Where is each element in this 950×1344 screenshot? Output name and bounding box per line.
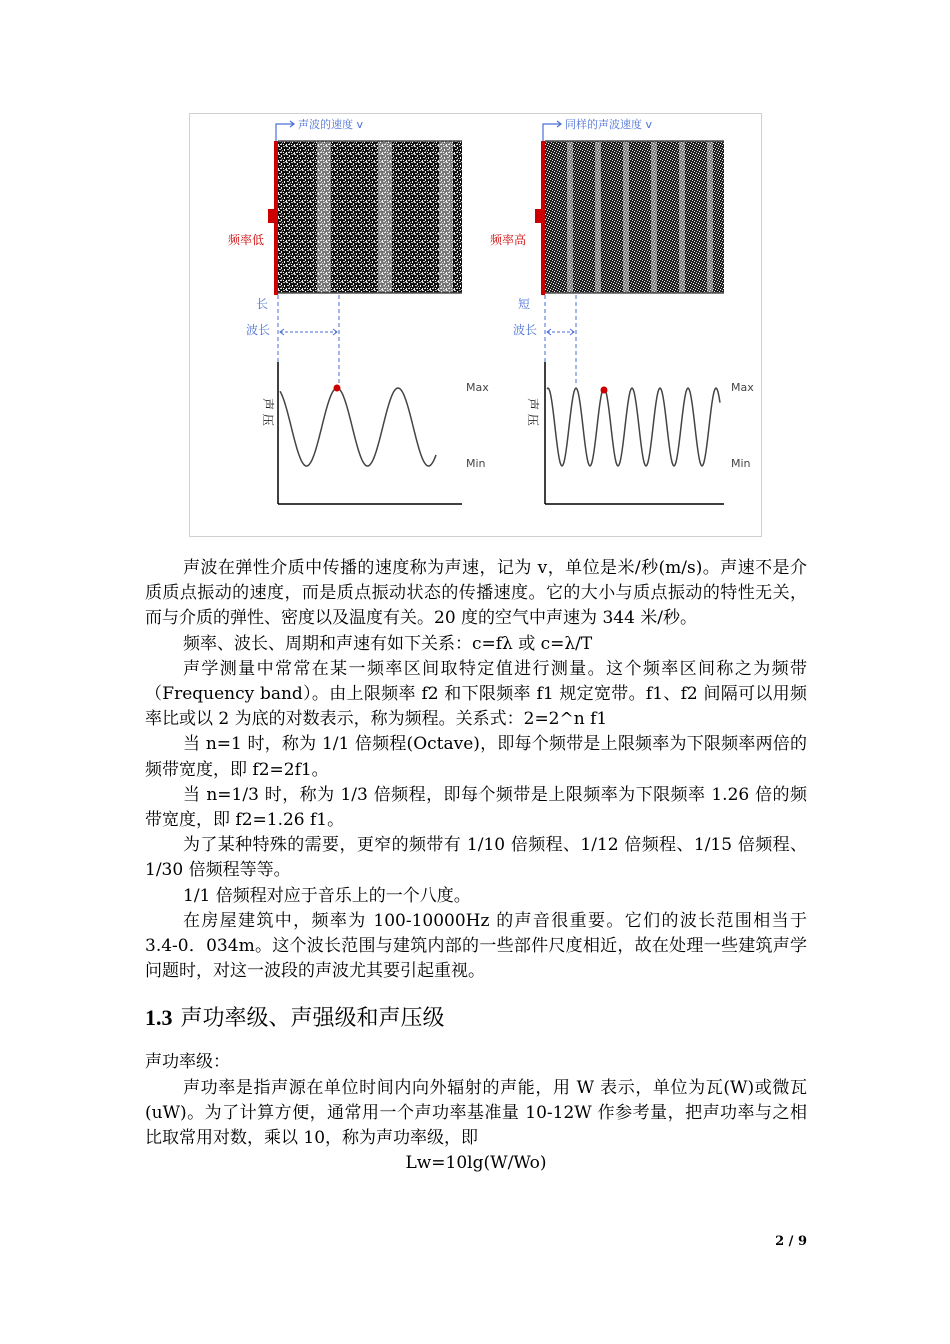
paragraph: 为了某种特殊的需要，更窄的频带有 1/10 倍频程、1/12 倍频程、1/15 倍频程、1/30 倍频程等等。: [145, 835, 807, 881]
right-waveform: [547, 388, 720, 466]
compression-band: [623, 142, 629, 292]
left-freq-label: 频率低: [228, 233, 265, 247]
compression-band: [317, 142, 331, 292]
wave-diagram: [190, 114, 763, 538]
paragraph: 当 n=1 时，称为 1/1 倍频程(Octave)，即每个频带是上限频率为下限频率两倍的频带宽度，即 f2=2f1。: [145, 734, 807, 780]
sound-wave-figure: [189, 113, 762, 537]
left-min-label: Min: [466, 457, 486, 470]
left-speed-label: 声波的速度 v: [298, 118, 364, 131]
right-marker-dot: [601, 387, 608, 394]
paragraph: 声学测量中常常在某一频率区间取特定值进行测量。这个频率区间称之为频带（Frequency band）。由上限频率 f2 和下限频率 f1 规定宽带。f1、f2 间隔可以用频率比或以 2 为底的对数表示，称为频程。关系式：2=2^n f1: [145, 658, 807, 730]
body-text: [145, 556, 807, 1176]
left-source-block: [268, 209, 276, 223]
page-number: 2 / 9: [775, 1234, 807, 1249]
right-min-label: Min: [731, 457, 751, 470]
paragraph: 声波在弹性介质中传播的速度称为声速，记为 v，单位是米/秒(m/s)。声速不是介质质点振动的速度，而是质点振动状态的传播速度。它的大小与质点振动的特性无关，而与介质的弹性、密度以及温度有关。20 度的空气中声速为 344 米/秒。: [145, 558, 807, 629]
compression-band: [707, 142, 713, 292]
left-noise-field: [278, 141, 462, 293]
section-heading: [145, 1003, 807, 1034]
compression-band: [439, 142, 453, 292]
paragraph: 1/1 倍频程对应于音乐上的一个八度。: [183, 885, 471, 906]
compression-band: [378, 142, 392, 292]
paragraph: 在房屋建筑中，频率为 100-10000Hz 的声音很重要。它们的波长范围相当于 3.4-0．034m。这个波长范围与建筑内部的一些部件尺度相近，故在处理一些建筑声学问题时，对这一波段的声波尤其要引起重视。: [145, 910, 807, 982]
section-title: 声功率级、声强级和声压级: [180, 1006, 445, 1032]
paragraph: 当 n=1/3 时，称为 1/3 倍频程，即每个频带是上限频率为下限频率 1.26 倍的频带宽度，即 f2=1.26 f1。: [145, 784, 807, 831]
right-short-label: 短: [518, 297, 531, 311]
left-wavelength-label: 波长: [246, 323, 271, 337]
compression-band: [679, 142, 685, 292]
right-max-label: Max: [731, 381, 754, 394]
right-speed-label: 同样的声波速度 v: [565, 118, 653, 131]
compression-band: [595, 142, 601, 292]
left-max-label: Max: [466, 381, 489, 394]
subheading: 声功率级：: [145, 1052, 230, 1073]
right-panel: [490, 117, 754, 504]
right-wavelength-label: 波长: [513, 323, 538, 337]
compression-band: [567, 142, 573, 292]
compression-band: [651, 142, 657, 292]
right-freq-label: 频率高: [490, 233, 527, 247]
formula: Lw=10lg(W/Wo): [405, 1153, 547, 1174]
section-number: 1.3: [145, 1005, 173, 1031]
left-axis-label: 声 压: [261, 398, 275, 426]
left-marker-dot: [334, 385, 341, 392]
left-panel: [228, 117, 489, 504]
paragraph: 频率、波长、周期和声速有如下关系：c=fλ 或 c=λ/T: [183, 633, 593, 654]
right-axis-label: 声 压: [526, 398, 540, 426]
power-paragraph: 声功率是指声源在单位时间内向外辐射的声能，用 W 表示，单位为瓦(W)或微瓦(uW)。为了计算方便，通常用一个声功率基准量 10-12W 作参考量，把声功率与之相比取常用对数，乘以 10，称为声功率级，即: [145, 1077, 807, 1149]
left-long-label: 长: [256, 297, 269, 311]
left-waveform: [280, 388, 436, 466]
right-source-block: [535, 209, 543, 223]
